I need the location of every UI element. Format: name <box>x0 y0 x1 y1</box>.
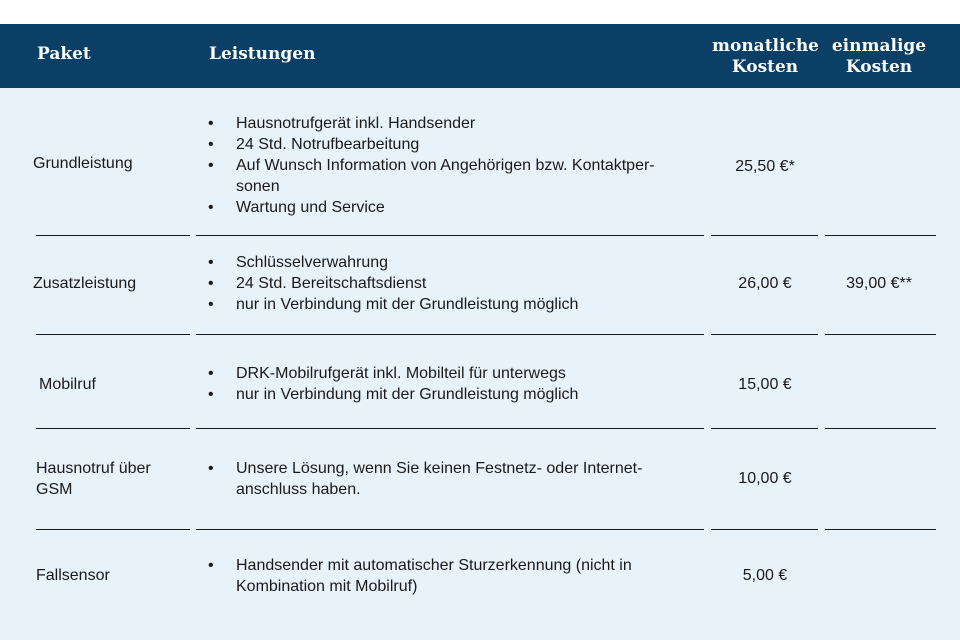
list-item: • nur in Verbindung mit der Grundleistung möglich <box>208 294 708 315</box>
header-onetime-line1: einmalige <box>831 36 927 56</box>
monthly-cost: 15,00 € <box>738 376 792 393</box>
divider <box>825 428 936 429</box>
list-item: • DRK-Mobilrufgerät inkl. Mobilteil für unterwegs <box>208 363 708 384</box>
list-item <box>208 155 696 197</box>
row-name-fallsensor: Fallsensor <box>36 567 110 584</box>
header-onetime-line2: Kosten <box>845 57 913 77</box>
row-name-gsm <box>36 458 151 500</box>
header-monthly-line2: Kosten <box>731 57 799 77</box>
row-name-mobilruf: Mobilruf <box>39 376 96 393</box>
table-header <box>0 24 960 88</box>
monthly-cost: 5,00 € <box>742 567 788 584</box>
row-name-grundleistung: Grundleistung <box>33 155 133 172</box>
list-item: • 24 Std. Notrufbearbeitung <box>208 134 708 155</box>
list-item: • Wartung und Service <box>208 197 708 218</box>
list-item: • Schlüsselverwahrung <box>208 252 708 273</box>
row-name-line2: GSM <box>36 481 73 498</box>
divider <box>711 235 818 236</box>
divider <box>36 334 190 335</box>
row-list-zusatzleistung <box>208 252 708 315</box>
divider <box>711 334 818 335</box>
header-leistungen: Leistungen <box>209 44 316 64</box>
divider <box>196 428 704 429</box>
list-item: • Hausnotrufgerät inkl. Handsender <box>208 113 708 134</box>
list-item-text: Handsender mit automatischer Sturzerkennung (nicht in Kombination mit Mobilruf) <box>236 557 632 595</box>
row-list-gsm <box>208 458 708 500</box>
divider <box>711 529 818 530</box>
list-item-text: Auf Wunsch Information von Angehörigen bzw. Kontaktper-sonen <box>236 157 655 195</box>
divider <box>36 235 190 236</box>
row-list-mobilruf <box>208 363 708 405</box>
divider <box>196 529 704 530</box>
divider <box>711 428 818 429</box>
monthly-cost: 25,50 €* <box>735 158 795 175</box>
divider <box>36 428 190 429</box>
header-monthly-line1: monatliche <box>712 36 819 56</box>
divider <box>196 235 704 236</box>
row-list-fallsensor <box>208 555 708 597</box>
onetime-cost: 39,00 €** <box>846 275 912 292</box>
divider <box>196 334 704 335</box>
divider <box>825 235 936 236</box>
header-monthly-costs <box>712 36 818 78</box>
monthly-cost: 10,00 € <box>738 470 792 487</box>
list-item <box>208 555 684 597</box>
header-paket: Paket <box>37 44 91 64</box>
monthly-cost: 26,00 € <box>738 275 792 292</box>
header-onetime-costs <box>826 36 932 78</box>
row-list-grundleistung <box>208 113 708 218</box>
list-item: • nur in Verbindung mit der Grundleistung möglich <box>208 384 708 405</box>
divider <box>36 529 190 530</box>
price-table <box>0 24 960 640</box>
list-item-text: Unsere Lösung, wenn Sie keinen Festnetz- oder Internet-anschluss haben. <box>236 460 643 498</box>
list-item <box>208 458 684 500</box>
row-name-zusatzleistung: Zusatzleistung <box>33 275 137 292</box>
list-item: • 24 Std. Bereitschaftsdienst <box>208 273 708 294</box>
row-name-line1: Hausnotruf über <box>36 460 151 477</box>
divider <box>825 529 936 530</box>
divider <box>825 334 936 335</box>
